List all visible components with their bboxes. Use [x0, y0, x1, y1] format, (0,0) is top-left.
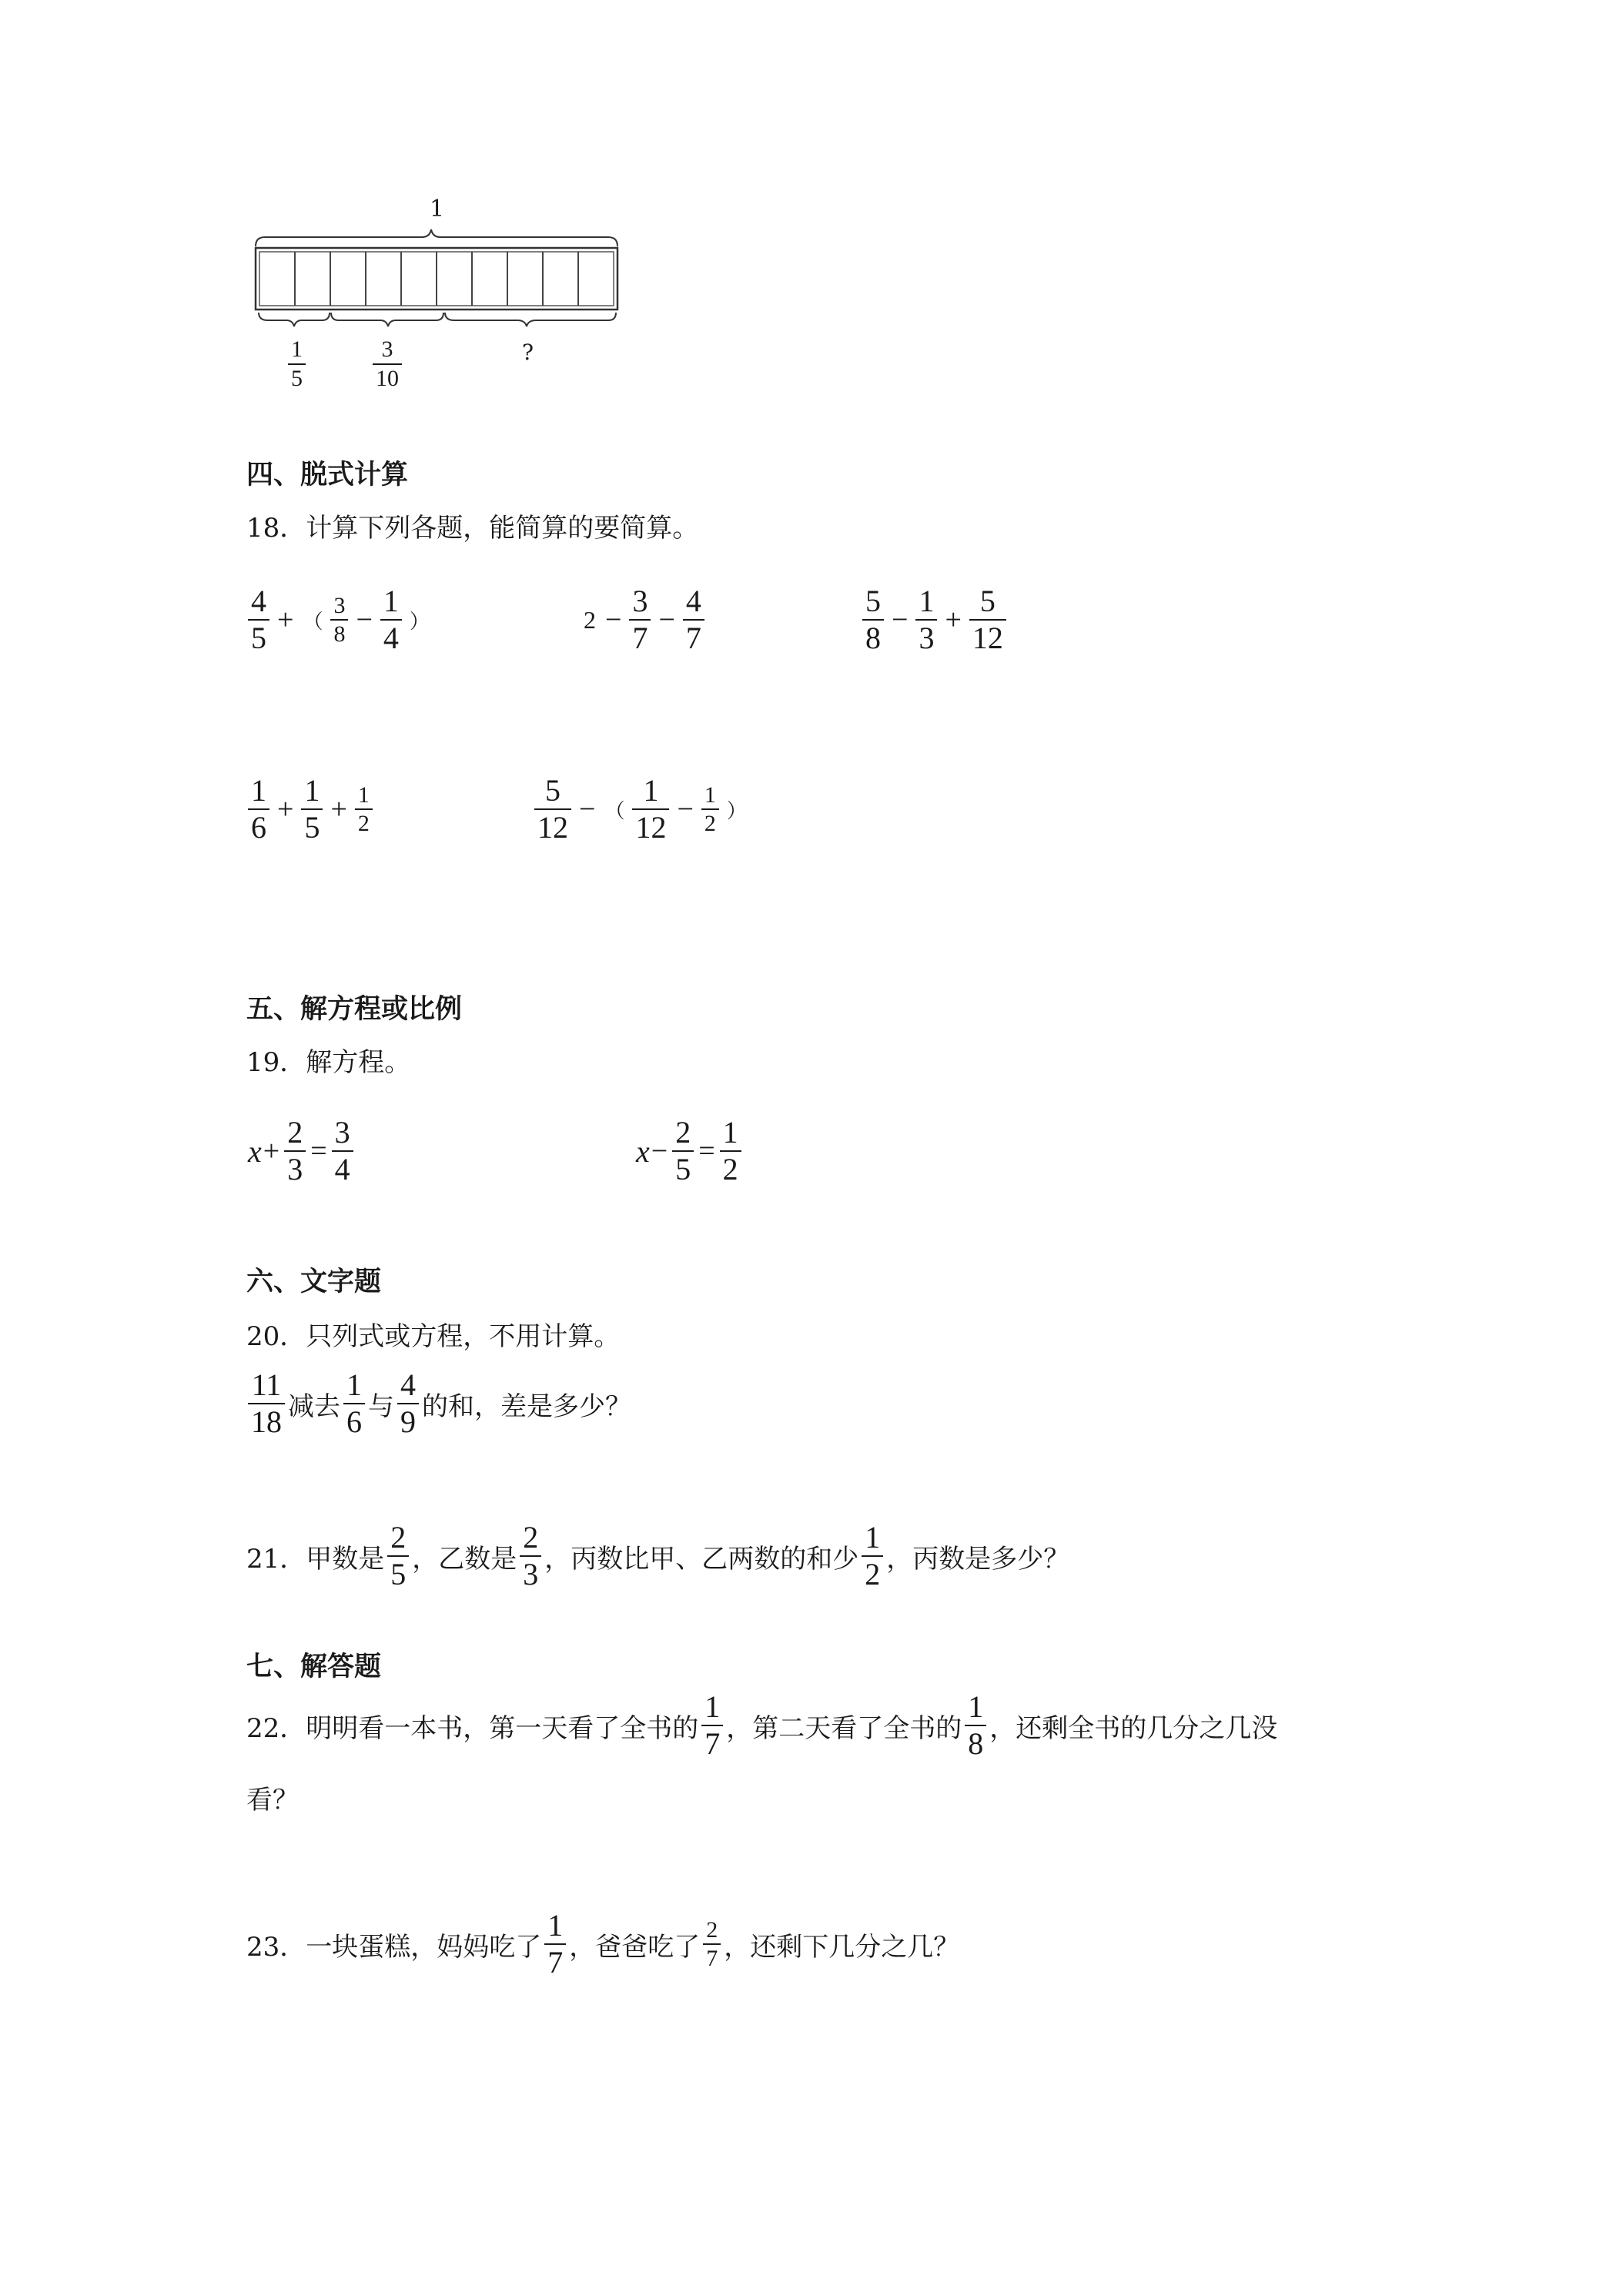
- total-label: 1: [430, 196, 445, 223]
- label-b: $\frac{3}{10}$: [370, 337, 405, 390]
- question-20-body: $\frac{11}{18}$ 减去 $\frac{1}{6}$ 与 $\frac{4}{9}$ 的和，差是多少？: [245, 1369, 631, 1438]
- expression-2: 2 − $\frac{3}{7}$ − $\frac{4}{7}$: [579, 585, 708, 654]
- label-unknown: ?: [522, 340, 534, 365]
- question-19: 19．解方程。: [246, 1047, 411, 1078]
- equation-1: x + $\frac{2}{3}$ = $\frac{3}{4}$: [248, 1116, 356, 1186]
- expression-4: $\frac{1}{6}$ + $\frac{1}{5}$ + $\frac{1}{2}$: [245, 775, 376, 844]
- fraction-bar-diagram: [246, 196, 631, 408]
- section-5-heading: 五、解方程或比例: [246, 994, 463, 1025]
- brace-c: [445, 313, 616, 326]
- question-18: 18．计算下列各题，能简算的要简算。: [246, 513, 699, 544]
- equation-2: x − $\frac{2}{5}$ = $\frac{1}{2}$: [636, 1116, 745, 1186]
- section-4-heading: 四、脱式计算: [246, 460, 409, 490]
- expression-5: $\frac{5}{12}$ − （ $\frac{1}{12}$ − $\frac{1}{2}$ ）: [531, 775, 751, 844]
- question-22: 22．明明看一本书，第一天看了全书的 $\frac{1}{7}$ ，第二天看了全书的 $\frac{1}{8}$ ，还剩全书的几分之几没: [246, 1689, 1278, 1761]
- question-20: 20．只列式或方程，不用计算。: [246, 1321, 621, 1352]
- brace-a: [259, 313, 330, 326]
- section-7-heading: 七、解答题: [246, 1652, 382, 1682]
- question-21: 21．甲数是 $\frac{2}{5}$ ，乙数是 $\frac{2}{3}$ ，丙数比甲、乙两数的和少 $\frac{1}{2}$ ，丙数是多少？: [246, 1520, 1070, 1591]
- label-a: $\frac{1}{5}$: [285, 337, 309, 390]
- question-22-cont: 看？: [246, 1785, 299, 1816]
- bar-dividers: [295, 252, 578, 306]
- top-brace: [256, 229, 617, 246]
- section-6-heading: 六、文字题: [246, 1267, 382, 1297]
- question-23: 23．一块蛋糕，妈妈吃了 $\frac{1}{7}$ ，爸爸吃了 $\frac{2}{7}$ ，还剩下几分之几？: [246, 1908, 960, 1980]
- brace-b: [331, 313, 443, 326]
- expression-3: $\frac{5}{8}$ − $\frac{1}{3}$ + $\frac{5}{12}$: [859, 585, 1009, 654]
- expression-1: $\frac{4}{5}$ + （ $\frac{3}{8}$ − $\frac{1}{4}$ ）: [245, 585, 434, 654]
